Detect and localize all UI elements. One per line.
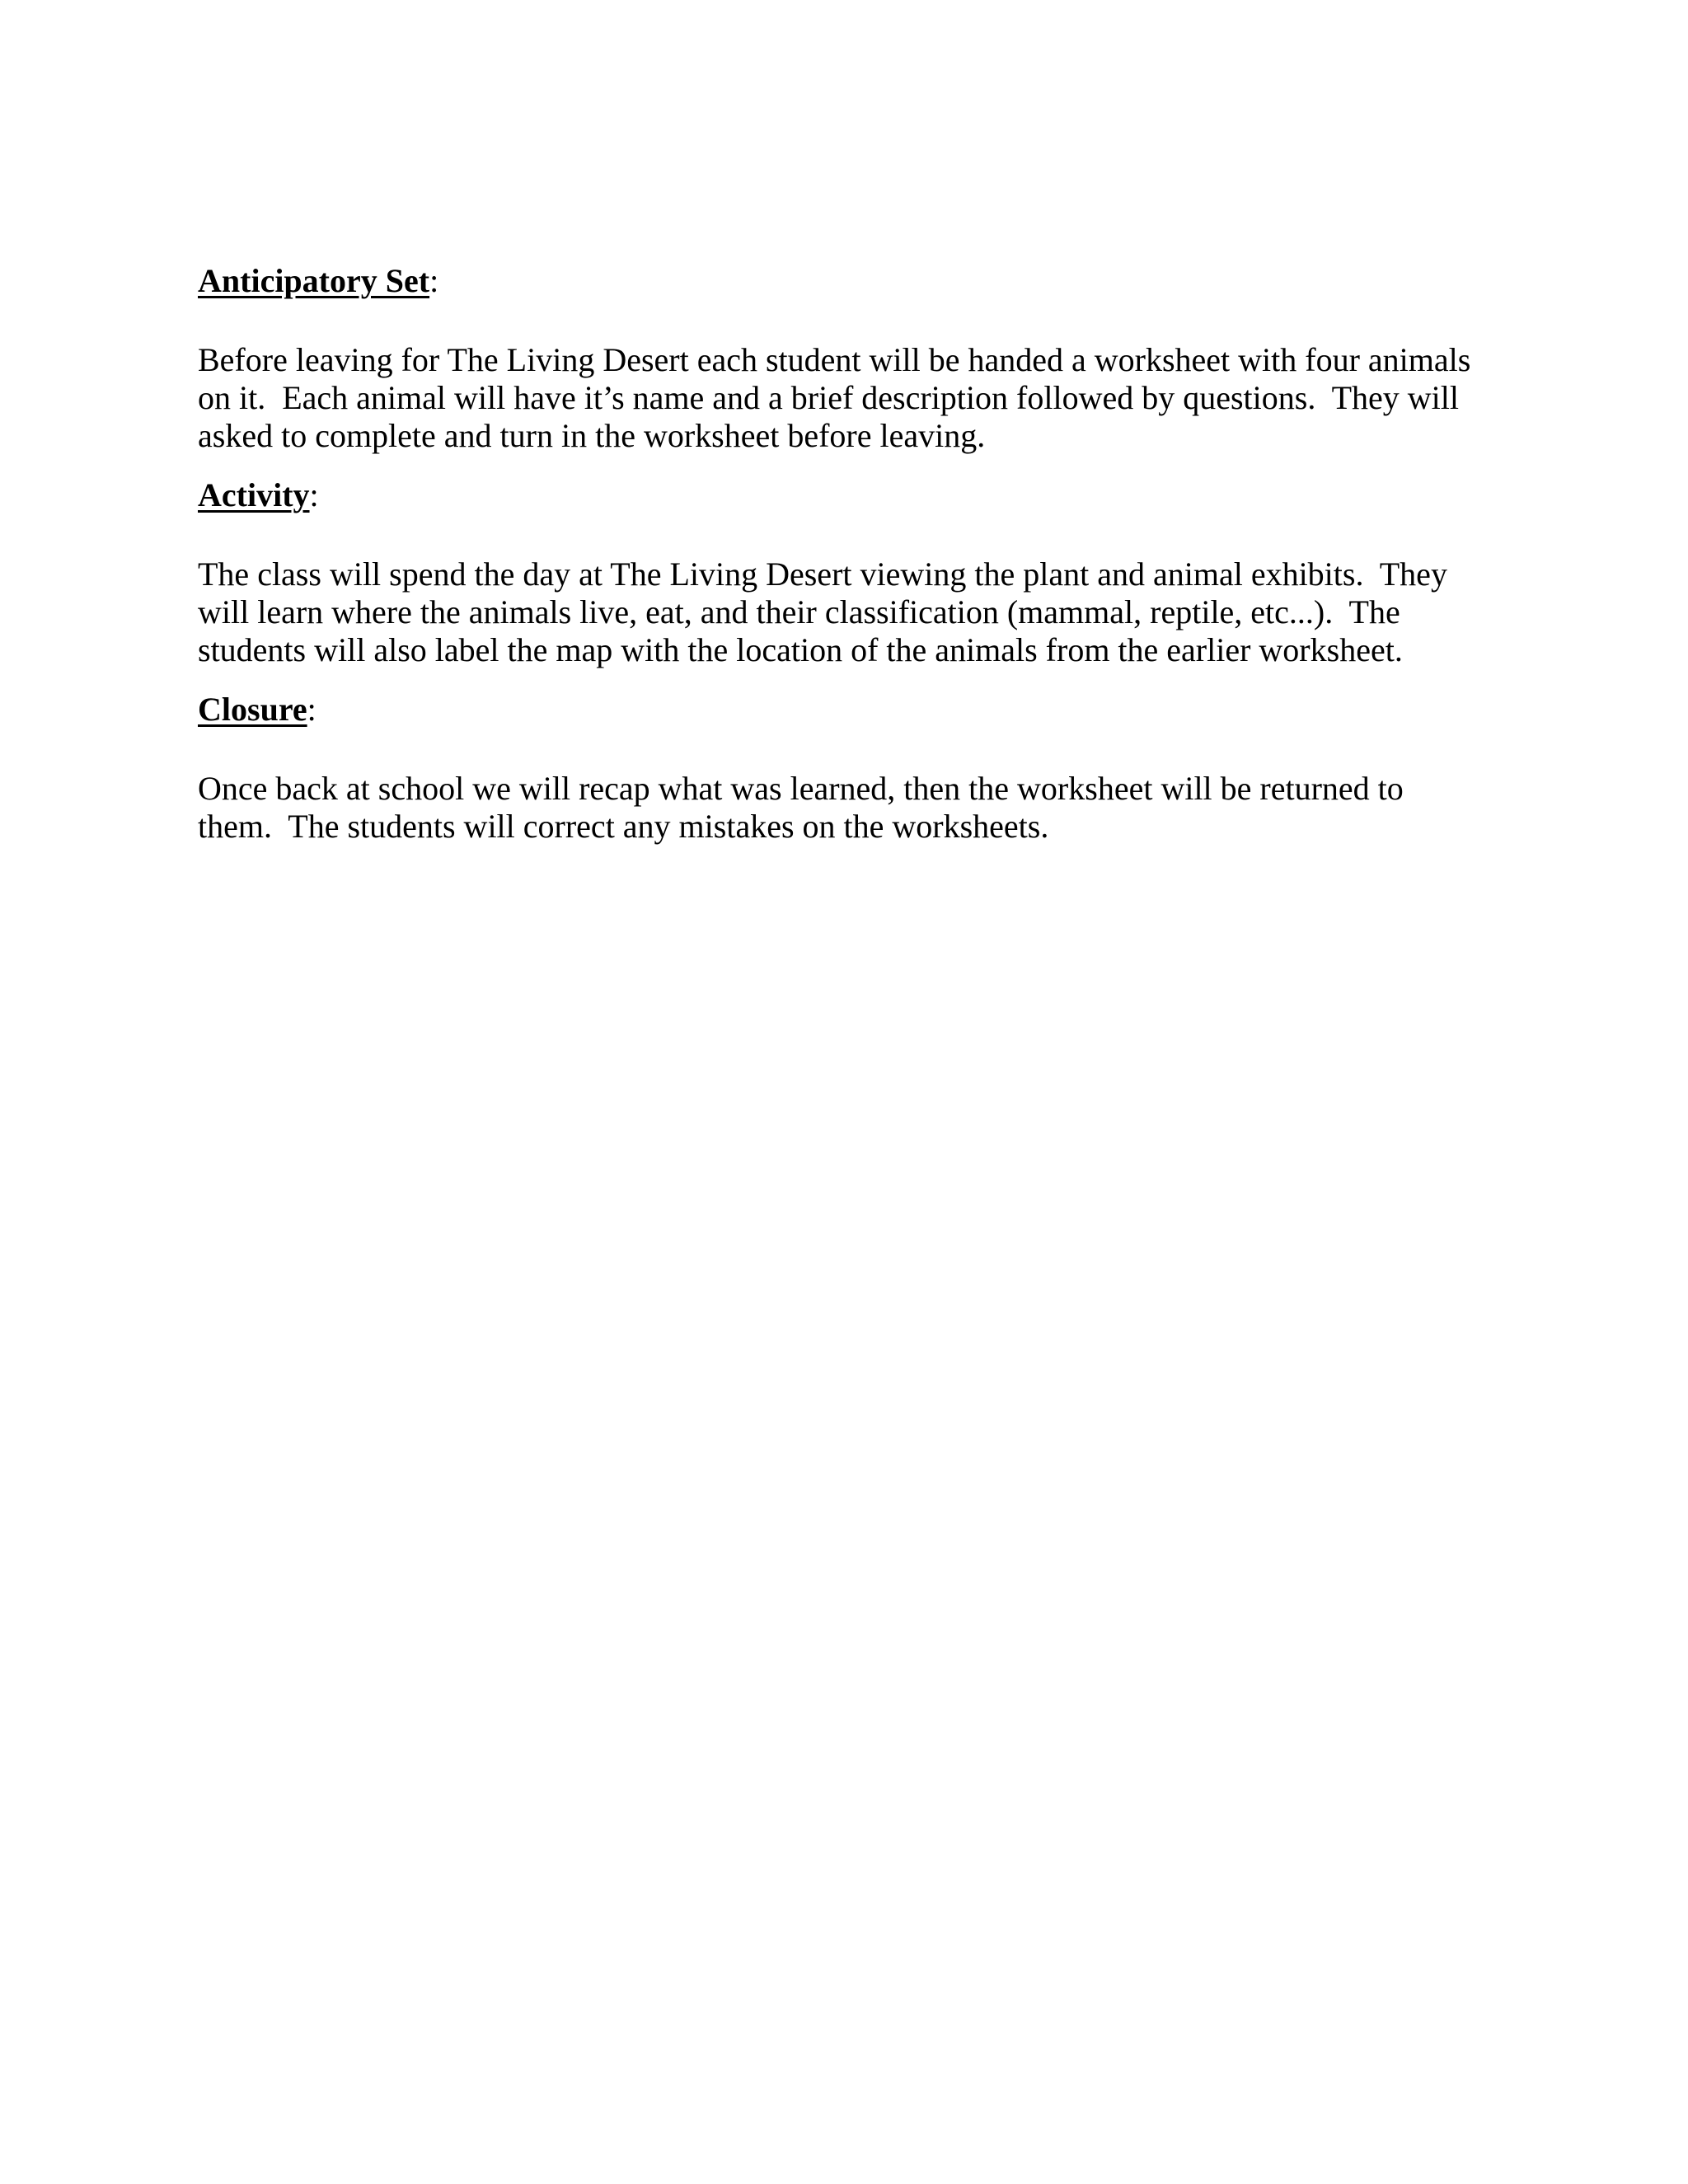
section-heading xyxy=(198,257,1500,305)
paragraph-line: Once back at school we will recap what was learned, then the worksheet will be returned to xyxy=(198,770,1404,807)
paragraph-line: will learn where the animals live, eat, and their classification (mammal, reptile, etc...). The xyxy=(198,593,1400,630)
heading-activity: Activity xyxy=(198,476,310,513)
section-heading xyxy=(198,471,1500,519)
paragraph-closure xyxy=(198,770,1500,846)
paragraph-anticipatory-set xyxy=(198,341,1500,455)
paragraph-line: The class will spend the day at The Living Desert viewing the plant and animal exhibits. They xyxy=(198,555,1447,593)
paragraph-line: them. The students will correct any mistakes on the worksheets. xyxy=(198,808,1049,845)
document-page xyxy=(198,257,1500,846)
paragraph-line: students will also label the map with the location of the animals from the earlier worksheet. xyxy=(198,631,1403,668)
section-closure xyxy=(198,686,1500,846)
paragraph-line: Before leaving for The Living Desert each student will be handed a worksheet with four animals xyxy=(198,341,1471,378)
heading-closure: Closure xyxy=(198,691,307,728)
paragraph-activity xyxy=(198,555,1500,669)
section-activity xyxy=(198,471,1500,669)
heading-colon: : xyxy=(307,691,316,728)
paragraph-line: on it. Each animal will have it’s name and a brief description followed by questions. They will xyxy=(198,379,1460,416)
section-anticipatory-set xyxy=(198,257,1500,455)
heading-colon: : xyxy=(429,262,439,299)
section-heading xyxy=(198,686,1500,733)
paragraph-line: asked to complete and turn in the worksheet before leaving. xyxy=(198,417,986,454)
heading-anticipatory-set: Anticipatory Set xyxy=(198,262,430,299)
heading-colon: : xyxy=(309,476,319,513)
